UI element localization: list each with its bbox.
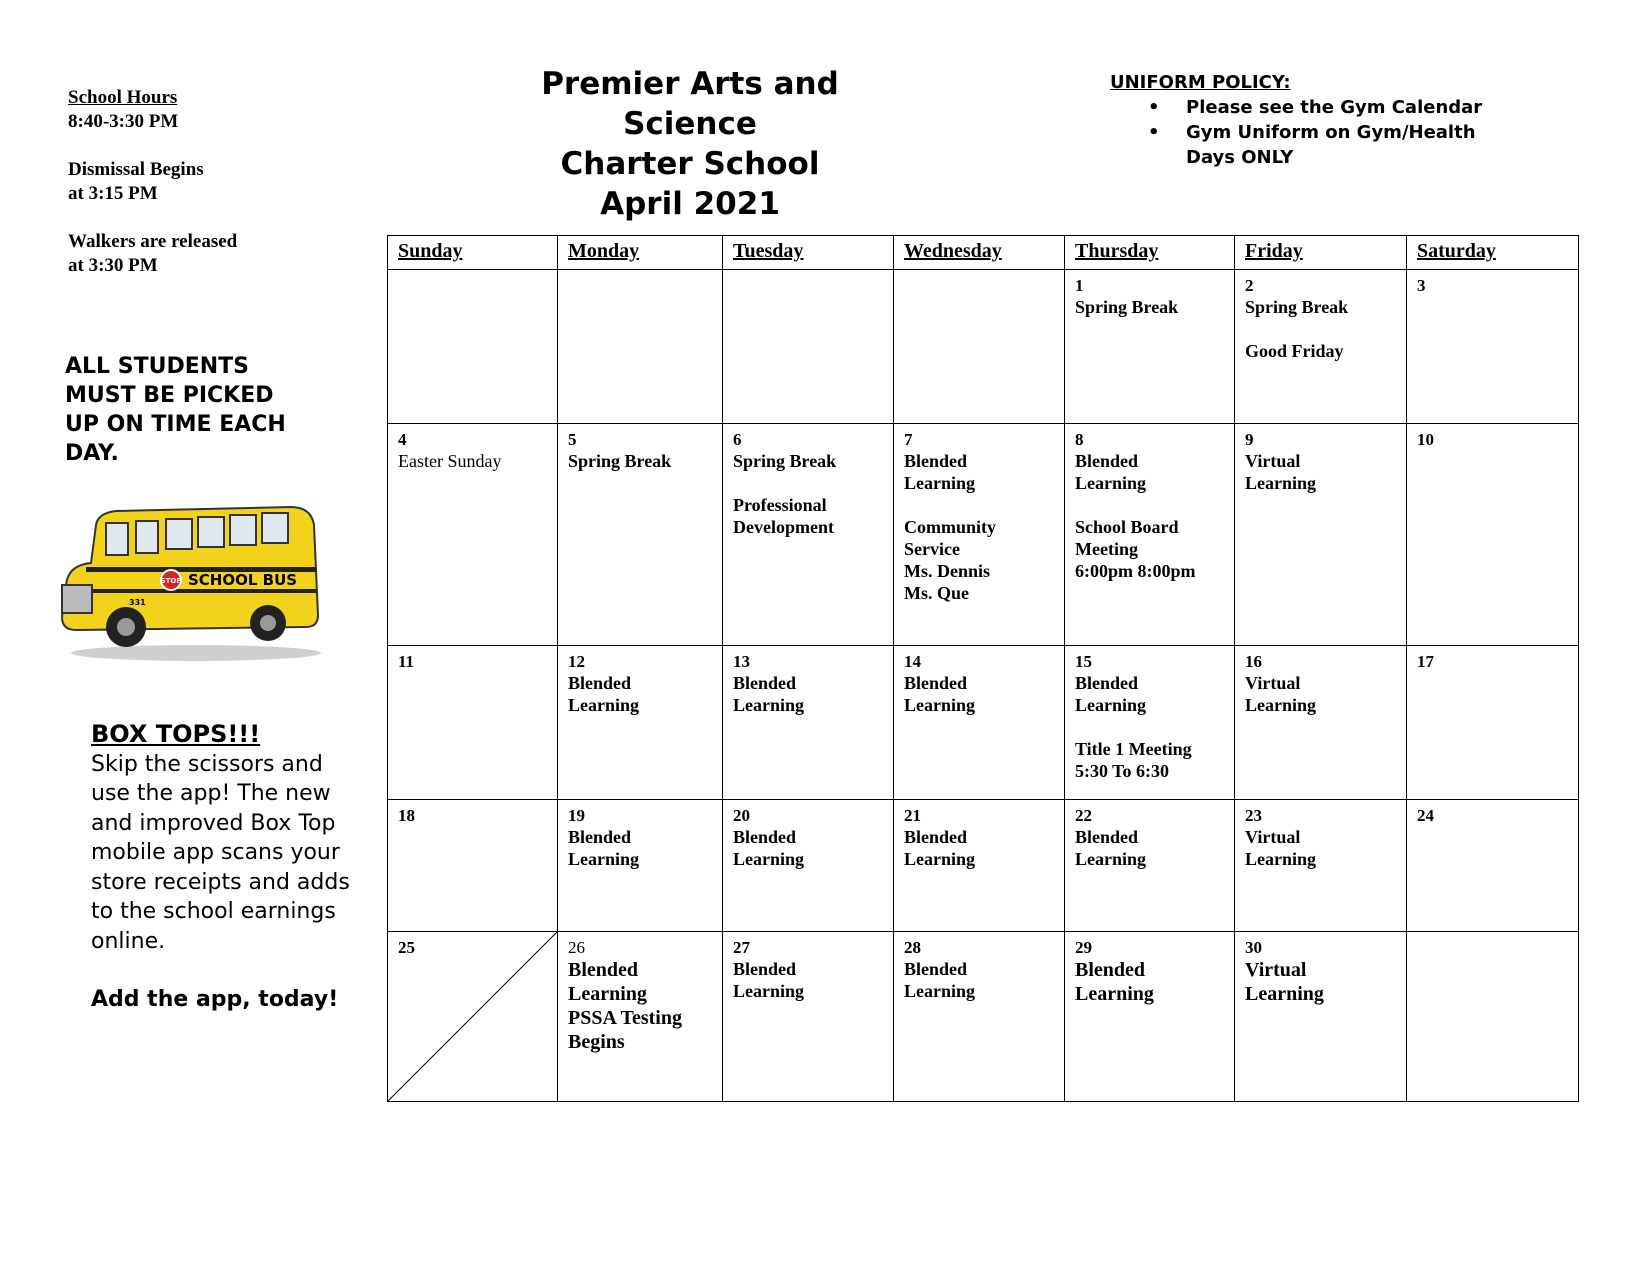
school-bus-icon [56, 505, 331, 665]
day-events: Blended Learning [904, 827, 976, 869]
calendar-day-cell [1235, 646, 1407, 800]
box-tops-heading: BOX TOPS!!! [91, 720, 261, 748]
school-hours-info [68, 86, 237, 278]
day-events: Spring Break Good Friday [1245, 297, 1349, 361]
day-events: Virtual Learning [1245, 827, 1317, 869]
uniform-policy-item: • Please see the Gym Calendar [1186, 95, 1530, 120]
day-number: 29 [1075, 938, 1092, 957]
day-header: Monday [558, 236, 723, 270]
day-number: 23 [1245, 806, 1262, 825]
day-number: 26 [568, 938, 585, 957]
day-number: 11 [398, 652, 415, 671]
day-number: 9 [1245, 430, 1254, 449]
day-events: Blended Learning Title 1 Meeting 5:30 To 6:30 [1075, 673, 1192, 781]
pickup-line: UP ON TIME EACH [65, 412, 286, 437]
day-events: Easter Sunday [398, 451, 502, 471]
day-number: 4 [398, 430, 407, 449]
day-number: 3 [1417, 276, 1426, 295]
school-hours-heading: School Hours [68, 87, 178, 108]
calendar-day-cell [894, 270, 1065, 424]
calendar-day-cell [388, 270, 558, 424]
calendar-day-cell [388, 800, 558, 932]
day-events: Blended Learning [1075, 827, 1147, 869]
pickup-line: DAY. [65, 441, 119, 466]
walkers-line1: Walkers are released [68, 231, 238, 252]
calendar-day-cell [723, 270, 894, 424]
calendar-day-cell [723, 646, 894, 800]
day-number: 22 [1075, 806, 1092, 825]
calendar-day-cell [723, 932, 894, 1102]
day-header: Thursday [1065, 236, 1235, 270]
uniform-policy [1110, 70, 1530, 170]
day-events: Blended Learning [904, 673, 976, 715]
calendar-week-row [388, 800, 1579, 932]
box-tops-cta: Add the app, today! [91, 987, 339, 1012]
calendar-day-cell [1235, 932, 1407, 1102]
day-number: 14 [904, 652, 921, 671]
calendar-day-cell [1065, 932, 1235, 1102]
bus-number-text: 331 [129, 598, 146, 607]
calendar-day-cell [894, 424, 1065, 646]
day-number: 13 [733, 652, 750, 671]
dismissal-line2: at 3:15 PM [68, 183, 158, 204]
day-number: 28 [904, 938, 921, 957]
pickup-notice [65, 352, 325, 468]
calendar-week-row [388, 270, 1579, 424]
day-events: Blended Learning [904, 959, 976, 1001]
calendar-day-cell [1065, 800, 1235, 932]
calendar-day-cell [558, 800, 723, 932]
day-events: Blended Learning [568, 827, 640, 869]
bus-label-text: SCHOOL BUS [188, 571, 298, 589]
day-number: 7 [904, 430, 913, 449]
calendar-day-cell [388, 932, 558, 1102]
day-number: 12 [568, 652, 585, 671]
day-header: Sunday [388, 236, 558, 270]
page-title [470, 64, 910, 224]
title-line1: Premier Arts and Science [541, 66, 839, 142]
title-line3: April 2021 [600, 186, 780, 222]
title-line2: Charter School [560, 146, 820, 182]
day-events: Blended Learning [733, 959, 805, 1001]
calendar-day-cell [1065, 424, 1235, 646]
day-number: 2 [1245, 276, 1254, 295]
calendar-day-cell [1065, 270, 1235, 424]
box-tops-notice [91, 720, 351, 1015]
calendar-week-row [388, 424, 1579, 646]
day-events: Blended Learning School Board Meeting 6:00pm 8:00pm [1075, 451, 1196, 581]
day-header: Saturday [1407, 236, 1579, 270]
calendar-day-cell [388, 424, 558, 646]
calendar-day-cell [388, 646, 558, 800]
day-events: Blended Learning [568, 673, 640, 715]
day-number: 5 [568, 430, 577, 449]
school-hours-time: 8:40-3:30 PM [68, 111, 179, 132]
uniform-policy-heading: UNIFORM POLICY: [1110, 72, 1291, 93]
day-events: Virtual Learning [1245, 959, 1324, 1005]
pickup-line: MUST BE PICKED [65, 383, 274, 408]
day-number: 17 [1417, 652, 1434, 671]
calendar-day-cell [894, 800, 1065, 932]
calendar-day-cell [723, 800, 894, 932]
calendar-day-cell [558, 932, 723, 1102]
calendar-day-cell [1407, 800, 1579, 932]
box-tops-body: Skip the scissors and use the app! The new and improved Box Top mobile app scans your store receipts and adds to the school earnings online. [91, 751, 350, 954]
day-number: 19 [568, 806, 585, 825]
calendar-day-cell [1407, 646, 1579, 800]
calendar-day-cell [894, 932, 1065, 1102]
day-events: Virtual Learning [1245, 673, 1317, 715]
day-header: Wednesday [894, 236, 1065, 270]
calendar-grid [387, 235, 1579, 1102]
calendar-day-cell [1407, 424, 1579, 646]
walkers-line2: at 3:30 PM [68, 255, 158, 276]
day-events: Spring Break [1075, 297, 1179, 317]
day-header: Friday [1235, 236, 1407, 270]
calendar-header-row [388, 236, 1579, 270]
calendar-day-cell [558, 270, 723, 424]
day-number: 16 [1245, 652, 1262, 671]
uniform-policy-list [1110, 95, 1530, 170]
day-events: Blended Learning Community Service Ms. Dennis Ms. Que [904, 451, 997, 603]
day-number: 6 [733, 430, 742, 449]
day-events: Virtual Learning [1245, 451, 1317, 493]
day-events: Blended Learning [733, 673, 805, 715]
day-events: Spring Break Professional Development [733, 451, 837, 537]
calendar-week-row [388, 932, 1579, 1102]
calendar-day-cell [1407, 932, 1579, 1102]
dismissal-line1: Dismissal Begins [68, 159, 204, 180]
day-number: 21 [904, 806, 921, 825]
day-number: 30 [1245, 938, 1262, 957]
day-header: Tuesday [723, 236, 894, 270]
day-number: 8 [1075, 430, 1084, 449]
day-events: Blended Learning PSSA Testing Begins [568, 959, 682, 1053]
pickup-line: ALL STUDENTS [65, 354, 249, 379]
day-number: 15 [1075, 652, 1092, 671]
calendar-day-cell [1065, 646, 1235, 800]
calendar-day-cell [723, 424, 894, 646]
day-number: 20 [733, 806, 750, 825]
day-number: 18 [398, 806, 415, 825]
calendar-day-cell [1235, 270, 1407, 424]
day-events: Blended Learning [733, 827, 805, 869]
day-events: Blended Learning [1075, 959, 1154, 1005]
calendar-day-cell [558, 424, 723, 646]
calendar-day-cell [1235, 424, 1407, 646]
day-number: 25 [398, 938, 415, 957]
day-number: 24 [1417, 806, 1434, 825]
day-number: 1 [1075, 276, 1084, 295]
stop-sign-text: STOP [160, 577, 182, 585]
calendar-week-row [388, 646, 1579, 800]
day-events: Spring Break [568, 451, 672, 471]
calendar-day-cell [558, 646, 723, 800]
day-number: 27 [733, 938, 750, 957]
calendar-day-cell [1235, 800, 1407, 932]
calendar-day-cell [894, 646, 1065, 800]
day-number: 10 [1417, 430, 1434, 449]
calendar-day-cell [1407, 270, 1579, 424]
uniform-policy-item: • Gym Uniform on Gym/Health Days ONLY [1186, 120, 1530, 170]
